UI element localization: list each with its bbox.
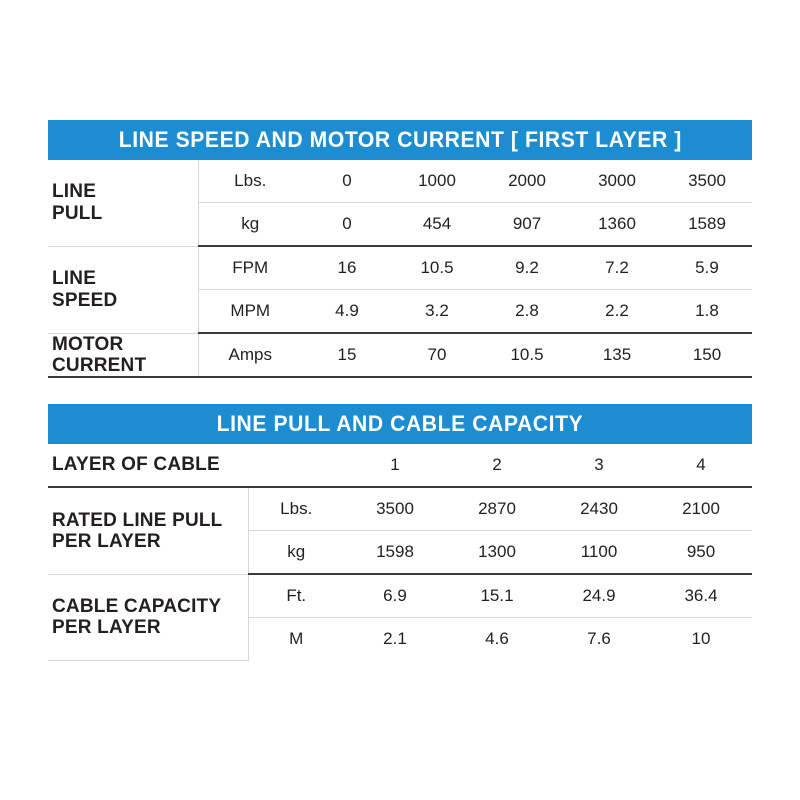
unit-cell: kg [198, 203, 302, 247]
table1-title-banner [48, 120, 752, 160]
row-label-line-speed: LINE SPEED [48, 246, 198, 333]
table-row [48, 574, 752, 618]
data-cell: 3500 [662, 160, 752, 203]
data-cell: 2100 [650, 487, 752, 531]
unit-cell: M [248, 618, 344, 661]
table2-title-banner [48, 404, 752, 444]
data-cell: 3000 [572, 160, 662, 203]
unit-cell: Lbs. [198, 160, 302, 203]
table2-title: LINE PULL AND CABLE CAPACITY [216, 411, 584, 437]
data-cell: 150 [662, 333, 752, 377]
data-cell: 4 [650, 444, 752, 487]
data-cell: 5.9 [662, 246, 752, 290]
row-label-cable-capacity: CABLE CAPACITY PER LAYER [48, 574, 248, 660]
data-cell: 4.6 [485, 629, 509, 649]
data-cell: 2000 [482, 160, 572, 203]
data-cell: 4.9 [302, 290, 392, 334]
table-row [48, 246, 752, 290]
data-cell: 1589 [662, 203, 752, 247]
data-cell: 135 [572, 333, 662, 377]
unit-cell: kg [248, 531, 344, 575]
unit-cell: FPM [198, 246, 302, 290]
data-cell: 3.2 [392, 290, 482, 334]
data-cell: 1.8 [662, 290, 752, 334]
data-cell: 1360 [572, 203, 662, 247]
data-cell: 36.4 [650, 574, 752, 618]
data-cell: 10 [691, 629, 711, 649]
data-cell: 2430 [548, 487, 650, 531]
data-cell: 3500 [344, 487, 446, 531]
data-cell: 2870 [446, 487, 548, 531]
data-cell: 16 [302, 246, 392, 290]
data-cell: 0 [302, 203, 392, 247]
data-cell: 7.6 [587, 629, 611, 649]
table1-title: LINE SPEED AND MOTOR CURRENT [ FIRST LAYER ] [118, 127, 682, 152]
data-cell: 70 [392, 333, 482, 377]
unit-cell: Ft. [248, 574, 344, 618]
data-cell: 24.9 [548, 574, 650, 618]
data-cell: 907 [482, 203, 572, 247]
data-cell: 3 [548, 444, 650, 487]
data-cell: 7.2 [572, 246, 662, 290]
data-cell: 1000 [392, 160, 482, 203]
unit-cell: Amps [198, 333, 302, 377]
row-label-motor-current: MOTOR CURRENT [48, 333, 198, 377]
data-cell: 1 [344, 444, 446, 487]
data-cell: 1598 [344, 531, 446, 575]
data-cell: 15.1 [446, 574, 548, 618]
data-cell: 6.9 [344, 574, 446, 618]
data-cell: 9.2 [482, 246, 572, 290]
tables-container [48, 120, 752, 661]
data-cell: 15 [302, 333, 392, 377]
line-pull-cable-capacity-table [48, 444, 752, 661]
data-cell: 10.5 [482, 333, 572, 377]
line-speed-motor-current-table [48, 160, 752, 378]
table-row [48, 487, 752, 531]
unit-cell: MPM [198, 290, 302, 334]
data-cell: 2 [446, 444, 548, 487]
table-row [48, 333, 752, 377]
row-label-rated-line-pull: RATED LINE PULL PER LAYER [48, 487, 248, 574]
data-cell: 0 [302, 160, 392, 203]
data-cell: 10.5 [392, 246, 482, 290]
data-cell: 2.8 [482, 290, 572, 334]
data-cell: 2.1 [383, 629, 407, 649]
unit-cell: Lbs. [248, 487, 344, 531]
data-cell: 950 [650, 531, 752, 575]
row-label-line-pull: LINE PULL [48, 160, 198, 246]
table-row [48, 160, 752, 203]
row-label-layer-of-cable: LAYER OF CABLE [48, 444, 344, 487]
table-row [48, 444, 752, 487]
section-gap [48, 378, 752, 404]
data-cell: 1300 [446, 531, 548, 575]
data-cell: 454 [392, 203, 482, 247]
data-cell: 2.2 [572, 290, 662, 334]
data-cell: 1100 [548, 531, 650, 575]
